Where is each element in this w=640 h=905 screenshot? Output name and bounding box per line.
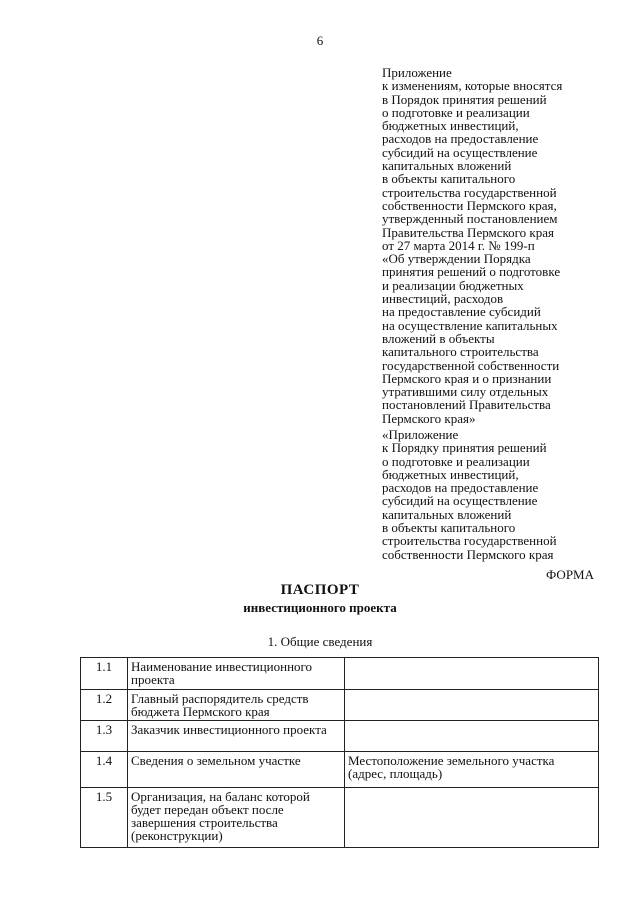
appendix2-line: капитальных вложений bbox=[382, 506, 512, 522]
appendix-line: в Порядок принятия решений bbox=[382, 91, 547, 107]
appendix-line: собственности Пермского края, bbox=[382, 197, 557, 213]
row-number: 1.1 bbox=[81, 658, 128, 690]
table-row bbox=[81, 658, 599, 690]
row-label: Наименование инвестиционного проекта bbox=[128, 658, 345, 690]
row-value bbox=[345, 721, 599, 752]
row-label: Организация, на баланс которой будет передан объект после завершения строительства (реконструкции) bbox=[128, 788, 345, 848]
appendix-line: о подготовке и реализации bbox=[382, 104, 530, 120]
appendix-line: расходов на предоставление bbox=[382, 131, 539, 147]
row-value: Местоположение земельного участка (адрес, площадь) bbox=[345, 752, 599, 788]
appendix-line: инвестиций, расходов bbox=[382, 291, 504, 307]
row-value bbox=[345, 690, 599, 721]
appendix-line: в объекты капитального bbox=[382, 171, 516, 187]
row-value bbox=[345, 658, 599, 690]
appendix-order-header bbox=[382, 428, 632, 561]
appendix2-line: к Порядку принятия решений bbox=[382, 440, 547, 456]
row-number: 1.3 bbox=[81, 721, 128, 752]
row-label: Сведения о земельном участке bbox=[128, 752, 345, 788]
document-title: ПАСПОРТ bbox=[280, 582, 360, 598]
row-number: 1.4 bbox=[81, 752, 128, 788]
appendix-line: к изменениям, которые вносятся bbox=[382, 78, 563, 94]
section-heading: 1. Общие сведения bbox=[267, 634, 373, 649]
appendix-line: капитального строительства bbox=[382, 344, 539, 360]
table-row bbox=[81, 690, 599, 721]
page-number: 6 bbox=[316, 33, 324, 48]
appendix-line: субсидий на осуществление bbox=[382, 144, 538, 160]
appendix-line: на осуществление капитальных bbox=[382, 317, 558, 333]
appendix-line: и реализации бюджетных bbox=[382, 277, 524, 293]
appendix-line: на предоставление субсидий bbox=[382, 304, 541, 320]
appendix-line: Правительства Пермского края bbox=[382, 224, 554, 240]
appendix2-line: расходов на предоставление bbox=[382, 480, 539, 496]
appendix-line: Пермского края и о признании bbox=[382, 370, 552, 386]
table-row bbox=[81, 788, 599, 848]
appendix-line: утвержденный постановлением bbox=[382, 211, 558, 227]
appendix-line: принятия решений о подготовке bbox=[382, 264, 561, 280]
appendix2-line: собственности Пермского края bbox=[382, 546, 554, 562]
row-label: Главный распорядитель средств бюджета Пермского края bbox=[128, 690, 345, 721]
appendix-line: вложений в объекты bbox=[382, 330, 495, 346]
form-label: ФОРМА bbox=[546, 567, 594, 582]
appendix-line: бюджетных инвестиций, bbox=[382, 118, 519, 134]
row-value bbox=[345, 788, 599, 848]
general-info-table bbox=[80, 657, 599, 848]
appendix-line: государственной собственности bbox=[382, 357, 560, 373]
appendix2-line: бюджетных инвестиций, bbox=[382, 466, 519, 482]
document-subtitle: инвестиционного проекта bbox=[243, 600, 397, 615]
row-number: 1.2 bbox=[81, 690, 128, 721]
appendix-line: «Об утверждении Порядка bbox=[382, 251, 531, 267]
appendix-line: утратившими силу отдельных bbox=[382, 384, 549, 400]
appendix-line: капитальных вложений bbox=[382, 158, 512, 174]
appendix-line: Приложение bbox=[382, 65, 452, 80]
table-row bbox=[81, 752, 599, 788]
appendix2-line: субсидий на осуществление bbox=[382, 493, 538, 509]
appendix2-line: строительства государственной bbox=[382, 533, 557, 549]
row-label: Заказчик инвестиционного проекта bbox=[128, 721, 345, 752]
appendix-line: Пермского края» bbox=[382, 410, 476, 426]
appendix-header bbox=[382, 66, 632, 425]
appendix-line: строительства государственной bbox=[382, 184, 557, 200]
appendix2-line: в объекты капитального bbox=[382, 520, 516, 536]
appendix2-line: о подготовке и реализации bbox=[382, 453, 530, 469]
appendix-line: от 27 марта 2014 г. № 199-п bbox=[382, 237, 535, 253]
table-row bbox=[81, 721, 599, 752]
appendix-line: постановлений Правительства bbox=[382, 397, 551, 413]
appendix2-line: «Приложение bbox=[382, 427, 459, 442]
row-number: 1.5 bbox=[81, 788, 128, 848]
